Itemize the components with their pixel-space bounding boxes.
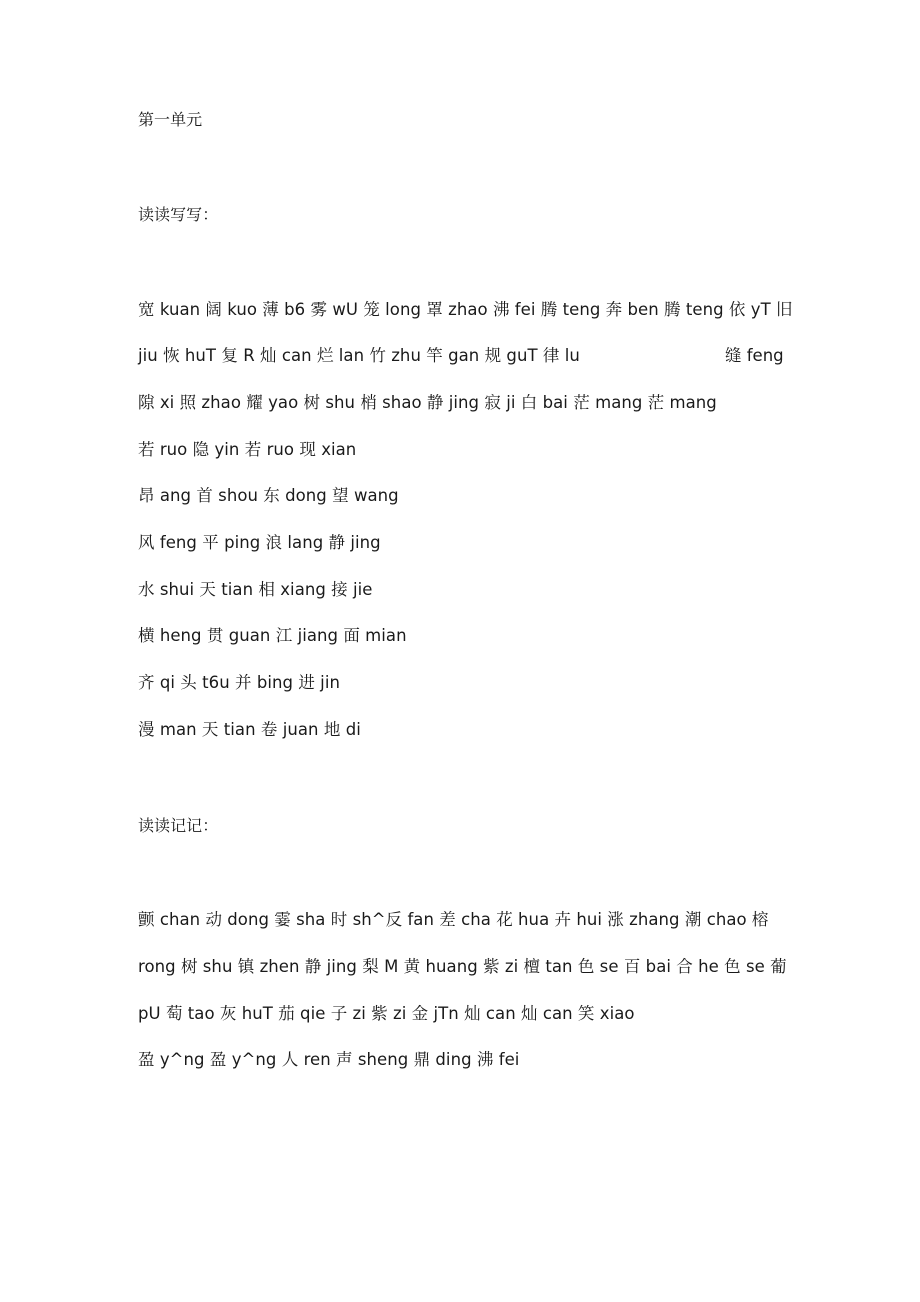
vocab-line: jiu 恢 huT 复 R 灿 can 烂 lan 竹 zhu 竿 gan 规 guT 律 lu xyxy=(138,346,580,365)
vocab-line: rong 树 shu 镇 zhen 静 jing 梨 M 黄 huang 紫 zi 檀 tan 色 se 百 bai 合 he 色 se 葡 xyxy=(138,957,787,976)
vocab-line-trailing-word: 缝 feng xyxy=(725,346,784,365)
idiom-line: 风 feng 平 ping 浪 lang 静 jing xyxy=(138,533,381,552)
idiom-line: 若 ruo 隐 yin 若 ruo 现 xian xyxy=(138,440,357,459)
unit-title: 第一单元 xyxy=(138,110,203,129)
section-heading-read-write: 读读写写： xyxy=(138,205,219,224)
vocab-line: 宽 kuan 阔 kuo 薄 b6 雾 wU 笼 long 罩 zhao 沸 fei 腾 teng 奔 ben 腾 teng 依 yT 旧 xyxy=(138,300,793,319)
vocab-line: 隙 xi 照 zhao 耀 yao 树 shu 梢 shao 静 jing 寂 ji 白 bai 茫 mang 茫 mang xyxy=(138,393,717,412)
vocab-line: 盈 y^ng 盈 y^ng 人 ren 声 sheng 鼎 ding 沸 fei xyxy=(138,1050,520,1069)
idiom-line: 昂 ang 首 shou 东 dong 望 wang xyxy=(138,486,399,505)
section-heading-read-remember: 读读记记： xyxy=(138,816,219,835)
idiom-line: 齐 qi 头 t6u 并 bing 进 jin xyxy=(138,673,340,692)
idiom-line: 水 shui 天 tian 相 xiang 接 jie xyxy=(138,580,373,599)
vocab-line: 颤 chan 动 dong 霎 sha 时 sh^反 fan 差 cha 花 hua 卉 hui 涨 zhang 潮 chao 榕 xyxy=(138,910,769,929)
idiom-line: 漫 man 天 tian 卷 juan 地 di xyxy=(138,720,361,739)
vocab-line: pU 萄 tao 灰 huT 茄 qie 子 zi 紫 zi 金 jTn 灿 can 灿 can 笑 xiao xyxy=(138,1004,635,1023)
idiom-line: 横 heng 贯 guan 江 jiang 面 mian xyxy=(138,626,407,645)
